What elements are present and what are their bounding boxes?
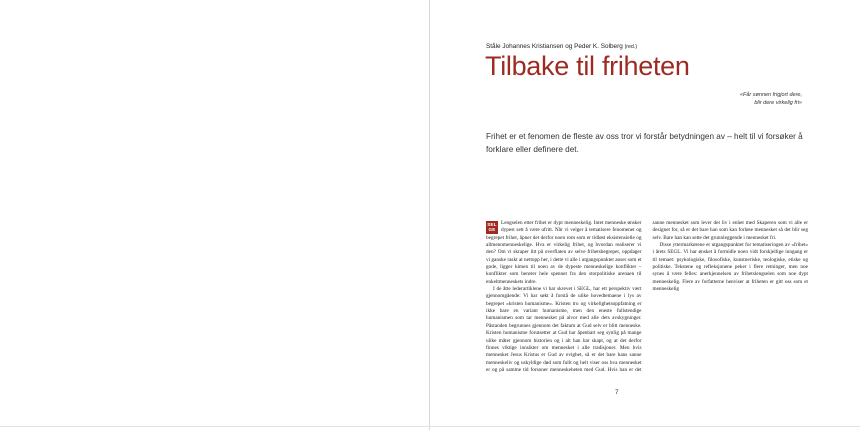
drop-cap-logo: SEL GE (487, 222, 497, 233)
body-paragraph-2: I de åtte lederartiklene vi har skrevet i SEGL, har ett perspektiv vært gjennomgående: Vi har søkt å forstå de ulike hovedtemaene i lys av begrepet «kristen humanisme». Kristen tro og virkelighetsoppfatning er ikke bare en variant humanisme, men den eneste fullstendige humanismen som tar mennesket på alvor med alle dets avskygninger. Påstanden begrunnes gjennom det faktum at Gud selv er blitt menneske. Kristen humanisme forutsetter at Gud har åpenbart seg synlig på mange ulike måter gjennom historien og i alt han har skapt, og at det derfor finnes viktige innsikter om mennesket i alle tradisjoner. Men hvis mennesket Jesus Kristus er Gud av evighet, så er det bare hans sanne menneskeliv og uskyldige død som fullt og helt viser oss hva mennesket er og på samme tid forsoner menneskeheten med Gud. Hvis han er det sanne mennesket som lever det liv i enhet med Skaperen som vi alle er designet for, så er det bare han som kan forløse mennesket så det blir seg selv. Bare han kan sette det grunnleggende i mennesket fri. (486, 220, 808, 373)
authors-text: Ståle Johannes Kristiansen og Peder K. Solberg (486, 43, 623, 50)
body-paragraph-3: Disse yttermarkørene er utgangspunktet for tematiseringen av «frihet» i årets SEGL. Vi har ønsket å formidle noen vidt forskjellige inngang er til temaet: psykologiske, filosofiske, kunstneriske, teologiske, etiske og politiske. Tekstene og refleksjonene peker i flere retninger, men noe synes å være felles: anerkjennelsen av frihetslengselen som noe dypt menneskelig. Flere av forfatterne henviser at friheten er gitt oss som et menneskelig (652, 242, 808, 293)
left-page-blank (0, 0, 429, 430)
body-paragraph-1 (486, 220, 642, 286)
body-paragraph-1-text: Lengselen etter frihet er dypt menneskelig. Intet menneske ønsker dypest sett å være ufritt. Når vi velger å tematisere fenomenet og begrepet frihet, åpner det derfor noen rom som er tidløst eksistensielle og allmennmenneskelige. Hva er virkelig frihet, og hvordan realiserer vi den? Om vi skraper litt på overflaten av selve frihetsbegrepet, oppdager vi ganske raskt at nettopp her, i dette vi alle i utgangspunktet anser som et gode, ligger kimen til noen av de dypeste menneskelige konflikter – konflikter som berører hele spennet fra den storpolitiske arenaen til enkeltmenneskets indre. (486, 220, 642, 285)
page-number: 7 (615, 389, 619, 396)
page-bottom-edge (0, 426, 860, 427)
editor-note: (red.) (624, 44, 637, 50)
lead-paragraph: Frihet er et fenomen de fleste av oss tror vi forstår betydningen av – helt til vi forsøker å forklare eller definere det. (486, 132, 803, 154)
epigraph-line-2: blir dere virkelig fri» (754, 100, 802, 106)
chapter-title: Tilbake til friheten (485, 51, 690, 81)
byline (486, 43, 637, 50)
epigraph (662, 91, 802, 107)
epigraph-line-1: «Får sønnen frigjort dere, (739, 92, 802, 98)
body-text-columns (486, 220, 808, 380)
